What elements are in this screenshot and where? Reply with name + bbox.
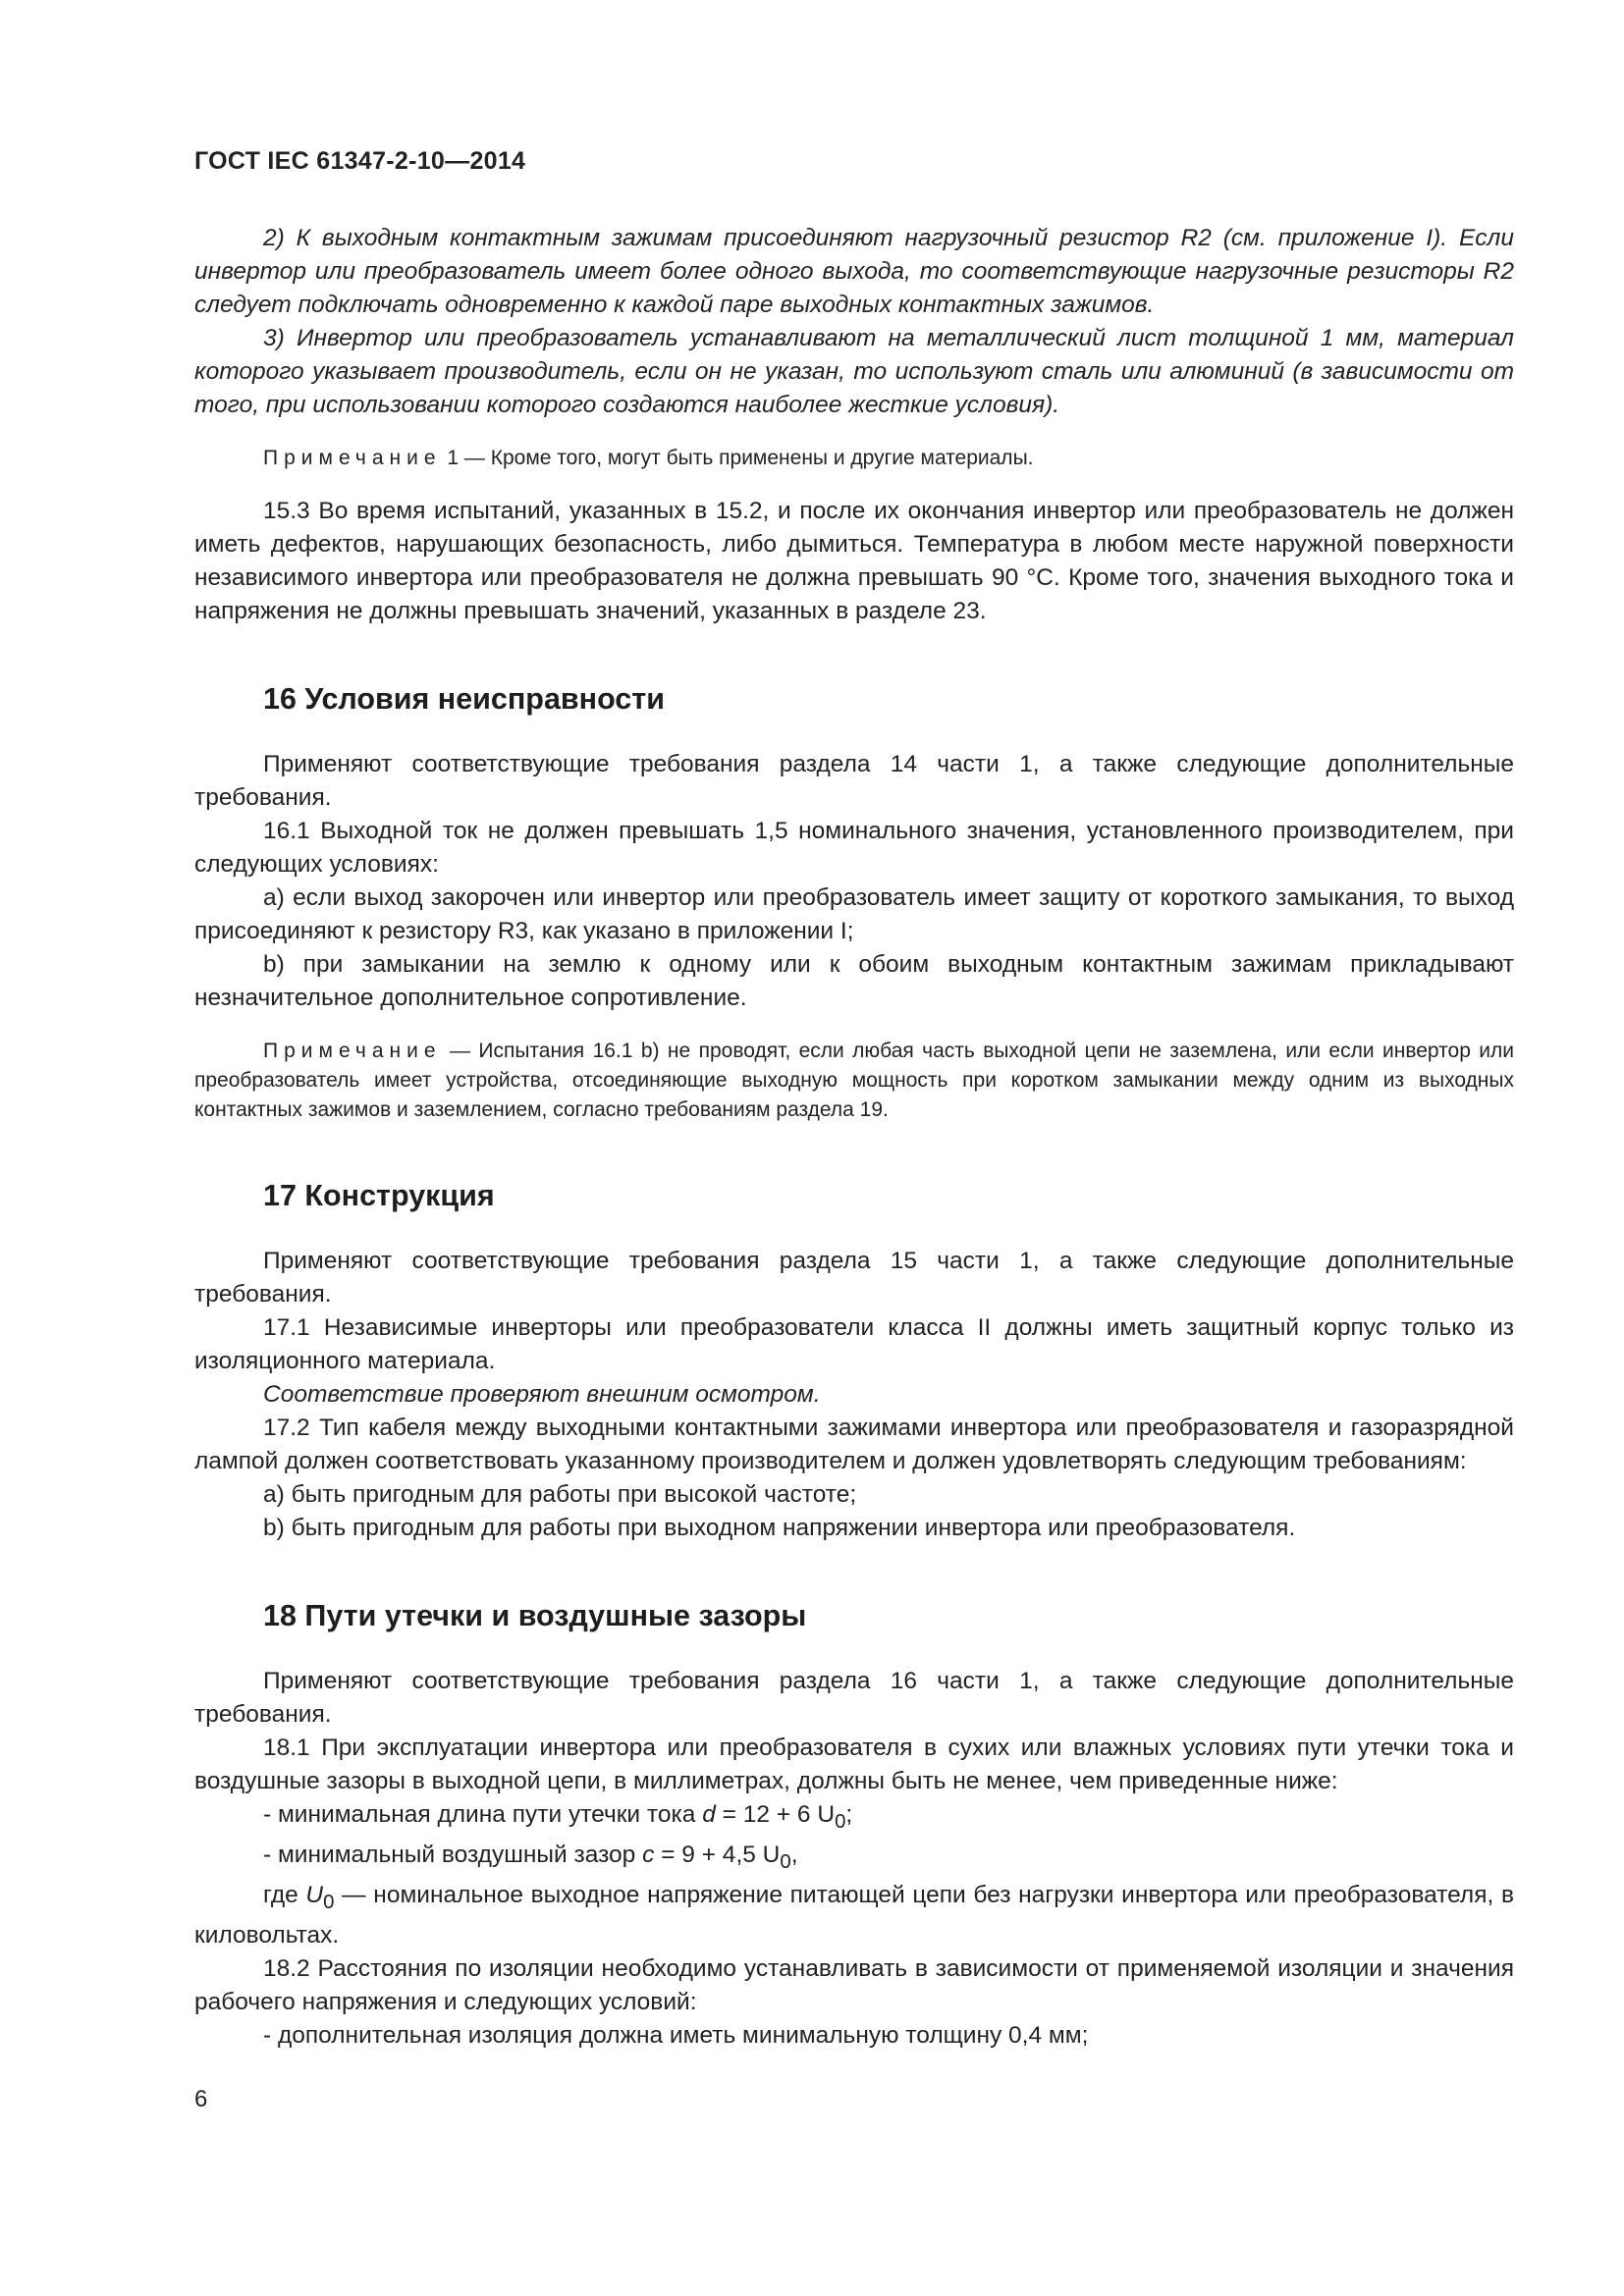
note-text: — Испытания 16.1 b) не проводят, если любая часть выходной цепи не заземлена, или если инвертор или преобразователь имеет устройства, отсоединяющие выходную мощность при коротком замыкании между одним из выходных контактных зажимов и заземлением, согласно требованиям раздела 19. <box>194 1040 1514 1121</box>
formula-variable: d <box>702 1801 716 1828</box>
note-1 <box>194 444 1514 473</box>
formula-variable: U <box>305 1881 324 1908</box>
note-label: Примечание <box>263 447 442 469</box>
formula-text: = 12 + 6 U <box>715 1801 836 1828</box>
clause-17-2-a: а) быть пригодным для работы при высокой частоте; <box>263 1481 857 1508</box>
clause-18-2: 18.2 Расстояния по изоляции необходимо устанавливать в зависимости от применяемой изоляции и значения рабочего напряжения и следующих условий: <box>194 1954 1514 2015</box>
formula-text: , <box>790 1841 798 1868</box>
formula-text: = 9 + 4,5 U <box>654 1841 781 1868</box>
formula-variable: c <box>642 1841 655 1868</box>
formula-clearance <box>194 1839 1514 1879</box>
document-header: ГОСТ IEC 61347-2-10—2014 <box>194 147 526 175</box>
clause-17-2: 17.2 Тип кабеля между выходными контактными зажимами инвертора или преобразователя и газоразрядной лампой должен соответствовать указанному производителем и должен удовлетворять следующим требованиям: <box>194 1415 1514 1474</box>
formula-subscript: 0 <box>780 1850 791 1873</box>
item-2: 2) К выходным контактным зажимам присоединяют нагрузочный резистор R2 (см. приложение I). Если инвертор или преобразователь имеет более одного выхода, то соответствующие нагрузочные резисторы R2 следует подключать одновременно к каждой паре выходных контактных зажимов. <box>194 225 1514 318</box>
clause-16-1-b: b) при замыкании на землю к одному или к обоим выходным контактным зажимам прикладывают незначительное дополнительное сопротивление. <box>194 951 1514 1011</box>
page-number: 6 <box>194 2086 208 2112</box>
clause-18-1: 18.1 При эксплуатации инвертора или преобразователя в сухих или влажных условиях пути утечки тока и воздушные зазоры в выходной цепи, в миллиметрах, должны быть не менее, чем приведенные ниже: <box>194 1735 1514 1794</box>
clause-16-1-a: а) если выход закорочен или инвертор или преобразователь имеет защиту от короткого замыкания, то выход присоединяют к резистору R3, как указано в приложении I; <box>194 884 1514 944</box>
compliance-text: Соответствие проверяют внешним осмотром. <box>263 1381 821 1408</box>
clause-17-1: 17.1 Независимые инверторы или преобразователи класса II должны иметь защитный корпус только из изоляционного материала. <box>194 1314 1514 1374</box>
formula-subscript: 0 <box>323 1891 335 1913</box>
list-item: - дополнительная изоляция должна иметь минимальную толщину 0,4 мм; <box>263 2021 1089 2049</box>
formula-where <box>194 1879 1514 1952</box>
formula-creepage <box>194 1798 1514 1839</box>
formula-text: - минимальная длина пути утечки тока <box>263 1801 703 1828</box>
note-label: Примечание <box>263 1040 442 1062</box>
formula-text: ; <box>845 1801 853 1828</box>
section-16-intro: Применяют соответствующие требования раздела 14 части 1, а также следующие дополнительные требования. <box>194 751 1514 811</box>
note-text: 1 — Кроме того, могут быть применены и другие материалы. <box>441 447 1034 469</box>
section-17-heading: 17 Конструкция <box>263 1179 495 1212</box>
section-18-intro: Применяют соответствующие требования раздела 16 части 1, а также следующие дополнительные требования. <box>194 1668 1514 1728</box>
clause-17-2-b: b) быть пригодным для работы при выходном напряжении инвертора или преобразователя. <box>263 1515 1296 1541</box>
note-16 <box>194 1037 1514 1125</box>
formula-text: - минимальный воздушный зазор <box>263 1841 643 1868</box>
item-3: 3) Инвертор или преобразователь устанавливают на металлический лист толщиной 1 мм, материал которого указывает производитель, если он не указан, то используют сталь или алюминий (в зависимости от того, при использовании которого создаются наиболее жесткие условия). <box>194 325 1514 418</box>
section-17-intro: Применяют соответствующие требования раздела 15 части 1, а также следующие дополнительные требования. <box>194 1248 1514 1308</box>
formula-subscript: 0 <box>835 1810 846 1833</box>
page-content <box>194 222 1514 2053</box>
clause-16-1: 16.1 Выходной ток не должен превышать 1,5 номинального значения, установленного производителем, при следующих условиях: <box>194 818 1514 878</box>
section-18-heading: 18 Пути утечки и воздушные зазоры <box>263 1599 807 1632</box>
clause-15-3: 15.3 Во время испытаний, указанных в 15.2, и после их окончания инвертор или преобразователь не должен иметь дефектов, нарушающих безопасность, либо дымиться. Температура в любом месте наружной поверхности независимого инвертора или преобразователя не должна превышать 90 °С. Кроме того, значения выходного тока и напряжения не должны превышать значений, указанных в разделе 23. <box>194 498 1514 624</box>
formula-text: — номинальное выходное напряжение питающей цепи без нагрузки инвертора или преобразователя, в киловольтах. <box>194 1881 1514 1949</box>
formula-text: где <box>263 1881 306 1908</box>
section-16-heading: 16 Условия неисправности <box>263 682 665 716</box>
